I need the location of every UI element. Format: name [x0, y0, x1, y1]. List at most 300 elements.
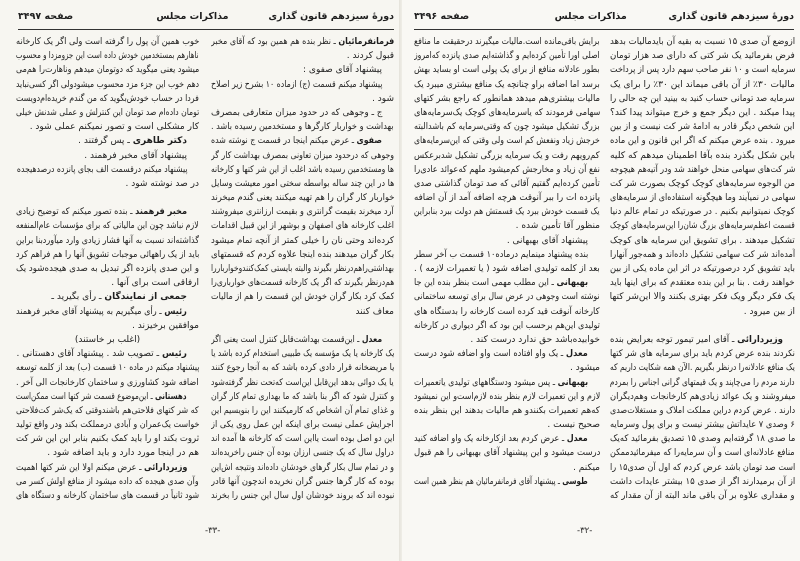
line-text: پیشنهاد میکنم در ماده ۱۰ قسمت (ب) بعد از کلمه توسعه: [16, 363, 199, 374]
line-content: [75, 333, 140, 347]
line-content: [111, 276, 199, 290]
line-content: [414, 319, 600, 333]
line-text: بهداشتی‌راهم‌درنظر بگیرند والبته بایستی کمک‌کنندوخواربار‌را: [211, 264, 394, 274]
line-text: درست میشود و این پیشنهاد آقای بهبهانی را هم قبول: [414, 448, 600, 459]
line-content: [414, 205, 600, 219]
text-line: [211, 120, 394, 134]
line-content: [16, 106, 199, 120]
speaker-name: وزیردارائی: [737, 334, 783, 345]
line-text: یک منافع عادلانه‌را درنظر بگیریم .الآن همه شکایت داریم که: [610, 363, 795, 374]
line-content: [610, 276, 795, 290]
text-line: [414, 35, 600, 49]
line-text: تومان داده‌ام صد تومان این کنترلش و عملی شدنش خیلی: [16, 107, 199, 118]
line-text: ناهارهم بمستخدمین خودش داده است این جزومزدا و محسوب: [16, 51, 199, 62]
text-line: [16, 149, 199, 163]
text-line: [414, 361, 600, 375]
text-line: [211, 446, 394, 460]
text-line: [610, 376, 795, 390]
line-text: ـ این مطلب مهمی است بنظر بنده این جا: [414, 278, 557, 289]
line-text: پیشنهاد آقای صفوی :: [303, 65, 382, 76]
line-text: نوشته است وجوهی در عرض سال برای توسعه ساختمانی: [414, 292, 600, 303]
text-line: [211, 290, 394, 304]
session-title: دورهٔ سیزدهم قانون گذاری: [668, 11, 794, 22]
text-line: [610, 446, 795, 460]
line-text: موافقین برخیزند .: [132, 320, 199, 331]
line-text: و کنترل شود که اگر بنا باشد که ما بهداری تمام کار گران: [211, 391, 394, 402]
line-text: بنده پیشنهاد مینمایم درماده۱۰ قسمت ب آخر سطر: [414, 249, 588, 260]
line-content: [744, 305, 795, 319]
line-content: [16, 63, 199, 77]
line-content: [30, 120, 199, 134]
line-content: [211, 376, 394, 390]
line-content: [132, 319, 199, 333]
text-line: [414, 205, 600, 219]
line-text: شود .: [372, 93, 394, 104]
line-text: آرد میخرند بقیمت گرانتری و بقیمت ارزانتری میفروشند: [211, 207, 394, 218]
line-content: [414, 191, 600, 205]
line-content: [610, 418, 795, 432]
page-number: صفحه ۳۴۹۶: [414, 11, 470, 22]
line-text: باید تشویق کرد درصورتیکه در اثر این ماده یکی از بین: [610, 264, 795, 274]
line-text: ـ آقای امیر تیمور توجه بعرایض بنده: [610, 334, 738, 345]
text-line: [211, 404, 394, 418]
text-line: [211, 191, 394, 205]
text-line: [610, 234, 795, 248]
text-line: [211, 475, 394, 489]
text-line: [211, 418, 394, 432]
line-text: یا مریضخانه قرار دادی کرده باشد که به آنجا رجوع کنند: [211, 363, 394, 374]
text-line: [211, 177, 394, 191]
line-content: [126, 177, 199, 191]
line-text: شود ثانیاً در قسمت های ساختمان کارخانه و دستگاه های: [16, 491, 199, 501]
line-text: و غذای تمام آن اشخاص که کارمیکنند این را بنویسیم این: [211, 405, 394, 416]
text-line: [610, 319, 795, 333]
text-line: [414, 106, 600, 120]
text-line: [16, 276, 199, 290]
line-text: نفع آن زیاد و مخارجش کم‌میشود ملهم که‌عوائد عادی‌را: [414, 164, 600, 175]
text-line: [414, 418, 600, 432]
text-line: [211, 234, 394, 248]
line-content: [414, 262, 600, 276]
line-text: تأمین کرده‌ایم گفتیم آقائی که صد تومان گذاشتی صدی: [414, 178, 600, 189]
line-content: [16, 234, 199, 248]
line-text: ج ـ وجوهی که در حدود میزان متعارفی بمصرف: [211, 107, 382, 118]
page-header: [18, 8, 394, 28]
line-text: ـ پس میشود ودستگاههای تولیدی یاتعمیرات: [414, 377, 558, 388]
speaker-name: رئیس: [162, 349, 187, 360]
page-header: [414, 8, 794, 28]
speaker-line: [414, 432, 600, 446]
text-line: [16, 234, 199, 248]
line-text: ـ پیشنهاد آقای فرمانفرمائیان هم بنظر همین است: [414, 476, 563, 487]
line-text: ـ نظر بنده هم همین بود که آقای مخبر: [211, 37, 339, 47]
line-text: ـ رأی میگیریم به پیشنهاد آقای مخبر فرهمند: [16, 306, 165, 317]
line-content: [211, 276, 394, 290]
line-text: یا یک دوائی بدهد این‌قابل این‌است که‌تحت نظر گرفته‌شود: [211, 377, 394, 388]
line-content: [610, 376, 795, 390]
line-content: [414, 78, 600, 92]
speaker-line: [16, 305, 199, 319]
text-line: [414, 290, 600, 304]
line-text: میشود یعنی میگوید که دوتومان میدهم وناهارت‌را هم‌می: [16, 65, 199, 76]
text-line: [610, 63, 795, 77]
text-line: [610, 205, 795, 219]
line-content: [211, 149, 394, 163]
text-line: [610, 418, 795, 432]
text-line: [211, 305, 394, 319]
line-content: [610, 106, 795, 120]
text-line: [414, 120, 600, 134]
line-content: [610, 347, 795, 361]
text-line: [610, 432, 795, 446]
line-content: [610, 63, 795, 77]
text-line: [16, 489, 199, 503]
line-text: هم‌درنظر بگیرند که اگر یک کارخانه قسمت‌های خوارباری‌را: [211, 278, 394, 289]
header-rule: [414, 29, 794, 30]
line-text: ـ عرض میکنم اولا این شر کتها اهمیت: [16, 462, 144, 473]
line-content: [414, 376, 588, 390]
line-text: این شخص دیگر قادر به ادامهٔ شر کت نیست و از بین: [610, 122, 795, 133]
speaker-name: رئیس: [164, 306, 187, 317]
speaker-name: دهستانی: [155, 391, 187, 402]
line-content: [414, 120, 600, 134]
line-text: قبول کردند .: [346, 51, 394, 62]
text-line: [211, 78, 394, 92]
line-content: [211, 177, 394, 191]
text-line: [16, 418, 199, 432]
line-content: [610, 35, 795, 49]
line-text: یک کارخانه یا یک مؤسسه یک طبیبی استخدام کرده باشد یا: [211, 349, 394, 360]
text-line: [211, 432, 394, 446]
line-content: [470, 333, 600, 347]
text-line: [414, 92, 600, 106]
line-content: [211, 333, 382, 347]
line-text: که شر کتهای فلاحتی‌هم باشندوقتی که یک‌شر کت‌فلاحتی: [16, 405, 199, 416]
line-content: [16, 219, 199, 233]
line-text: خوب همین آن پول را گرفته است ولی اگر یک کارخانه: [16, 37, 199, 47]
line-text: که‌هم تعمیرات بکنندو هم مالیات بدهند این بنظر بنده: [414, 405, 600, 416]
line-content: [610, 475, 795, 489]
line-content: [16, 432, 199, 446]
line-text: من الوجوه سرمایه‌های کوچک کوچک بصورت شر کت: [610, 178, 795, 189]
line-content: [414, 106, 600, 120]
line-content: [610, 446, 795, 460]
text-line: [211, 489, 394, 503]
line-text: اصلی اورا تأمین کرده‌ایم و گذاشته‌ایم صدی پانزده که‌امروز: [414, 51, 600, 62]
line-text: میفروشند و یک عوائد زیادی‌هم کارخانجات وهم‌دیگران: [610, 391, 795, 402]
line-text: پیشنهاد آقای مخبر فرهمند .: [84, 150, 187, 161]
line-content: [414, 248, 588, 262]
line-text: کم‌رویهم رفت و یک سرمایه بزرگی تشکیل شدبرعکس: [414, 150, 600, 161]
line-text: اجرایش عملی نیست برای اینکه این عمل روی یکی از: [211, 420, 394, 431]
speaker-name: معدل: [361, 334, 382, 345]
text-line: [610, 404, 795, 418]
text-line: [610, 347, 795, 361]
line-text: بزرگ تشکیل میشود چون که وقتی‌سرمایه کم باشدالبته: [414, 122, 600, 133]
text-line: [610, 134, 795, 148]
text-line: [16, 92, 199, 106]
speaker-name: مخبر فرهمند: [135, 207, 187, 218]
line-content: [573, 461, 600, 475]
text-column-left: [16, 35, 199, 503]
line-text: باین شکل بگذرد بنده بآقا اطمینان میدهم که کلیه: [610, 150, 795, 161]
text-line: [414, 461, 600, 475]
text-line: [211, 149, 394, 163]
line-text: پیشنهاد میکنم قسمت (ج) ازماده ۱۰ بشرح زیر اصلاح: [211, 79, 382, 90]
line-content: [610, 361, 795, 375]
text-line: [610, 120, 795, 134]
text-line: [414, 177, 600, 191]
text-line: [211, 163, 394, 177]
line-content: [414, 134, 600, 148]
text-line: [16, 120, 199, 134]
line-content: [211, 489, 394, 503]
line-content: [16, 205, 187, 219]
text-line: [16, 35, 199, 49]
line-content: [610, 120, 795, 134]
line-text: در صد نوشته شود .: [125, 178, 199, 189]
line-content: [516, 219, 600, 233]
line-text: صحیح نیست .: [547, 420, 600, 431]
line-text: از آن برمیدارند اگر از صدی ۱۵ بیشتر عایدات داشت: [610, 476, 795, 487]
text-line: [610, 78, 795, 92]
speaker-line: [16, 134, 199, 148]
line-text: نکردند بنده عرض کردم باید برای سرمایه های شر کتها: [610, 349, 795, 360]
line-content: [610, 234, 795, 248]
line-content: [16, 49, 199, 63]
text-line: [211, 49, 394, 63]
speaker-line: [16, 347, 199, 361]
line-content: [211, 234, 394, 248]
speaker-name: طوسی: [562, 476, 588, 487]
text-line: [16, 333, 199, 347]
text-line: [414, 149, 600, 163]
line-content: [372, 92, 394, 106]
speaker-name: صفوی: [356, 136, 382, 147]
line-text: پیشنهاد آقای بهبهانی .: [506, 235, 588, 246]
line-text: آمده‌اند شر کت سهامی تشکیل داده‌اند و همه‌جور آنهارا: [610, 249, 795, 260]
line-text: کوچک نمیتوانیم بکنیم . در صورتیکه در تمام عالم دنیا: [610, 207, 795, 218]
speaker-name: بهبهانی: [556, 278, 588, 289]
line-text: خرجش زیاد ونفعش کم است ولی وقتی که این‌سرمایه‌های: [414, 136, 600, 147]
line-content: [414, 49, 600, 63]
text-line: [211, 219, 394, 233]
line-text: یک فکر دیگر ویک فکر بهتری بکنند والا این‌شر کتها: [610, 292, 795, 303]
line-content: [84, 149, 187, 163]
text-line: [610, 35, 795, 49]
text-line: [414, 248, 600, 262]
text-line: [610, 290, 795, 304]
text-line: [610, 276, 795, 290]
line-content: [16, 262, 199, 276]
line-content: [17, 347, 187, 361]
line-text: سرمایه صد تومانی حساب کنید به بینید این چه حالی را: [610, 93, 795, 104]
line-text: دارند مردم را می‌چاپند و یک قیمتهای گرانی اجناس را بمردم: [610, 377, 795, 388]
line-text: بهداشت و خواربار کارگرها و مستخدمین رسیده باشد .: [211, 122, 394, 133]
text-line: [16, 78, 199, 92]
text-line: [16, 432, 199, 446]
text-line: [211, 262, 394, 276]
line-text: منافع عادلانه‌ای است و آن سرمایه‌را که میفرمائیدممکن: [610, 448, 795, 459]
line-content: [16, 248, 199, 262]
line-text: ـ رأی بگیرید ـ: [51, 292, 105, 303]
line-text: هم در اینجا مورد دارد و باید اضافه شود .: [47, 448, 199, 459]
text-line: [414, 219, 600, 233]
speaker-line: [211, 35, 394, 49]
speaker-line: [414, 347, 600, 361]
speaker-line: [16, 205, 199, 219]
line-text: تولیدی این‌هم برحسب این بود که اگر دیواری در کارخانه: [414, 320, 600, 331]
text-line: [211, 461, 394, 475]
line-text: پیشنهاد میکنم درقسمت الف بجای پانزده درصدهیجده: [16, 164, 187, 175]
text-line: [414, 404, 600, 418]
line-content: [211, 475, 394, 489]
line-content: [414, 446, 600, 460]
line-text: میکنم .: [573, 462, 600, 473]
line-text: ـ بنده تصور میکنم که توضیح زیادی: [16, 207, 136, 218]
line-content: [211, 120, 394, 134]
text-line: [211, 376, 394, 390]
line-content: [16, 376, 199, 390]
line-text: ـ عرض میکنم اینجا در قسمت ج نوشته شده: [211, 136, 357, 147]
line-content: [211, 347, 394, 361]
line-content: [16, 163, 187, 177]
line-content: [211, 35, 394, 49]
line-content: [547, 418, 600, 432]
line-content: [610, 177, 795, 191]
line-content: [211, 418, 394, 432]
line-text: ـ این‌موضوع قسمت شر کتها است ممکن‌است: [16, 391, 156, 402]
text-line: [211, 205, 394, 219]
line-content: [211, 461, 394, 475]
line-text: پانزده ات را ببر آنوقت هرچه اضافه آمد از آن اضافه: [414, 193, 600, 204]
text-line: [16, 446, 199, 460]
line-content: [303, 63, 382, 77]
line-text: وآن صدی هیجده که داده میشود از منافع اولش کسر می: [16, 476, 199, 487]
line-text: ما صدی ۱۸ گرفته‌ایم وصدی ۱۵ تصدیق بفرمائید که‌یک: [610, 434, 795, 445]
line-content: [211, 290, 394, 304]
text-line: [414, 134, 600, 148]
speaker-line: [211, 333, 394, 347]
line-content: [211, 191, 394, 205]
line-content: [570, 361, 600, 375]
line-text: دهم خوب این جزء مزد محسوب میشودولی اگر کسی‌نباید: [16, 79, 199, 90]
text-line: [414, 49, 600, 63]
line-content: [414, 475, 588, 489]
line-content: [47, 446, 199, 460]
text-line: [211, 63, 394, 77]
line-text: وجوهی که درحدود میزان تعاونی بمصرف بهداشت کار گر: [211, 150, 394, 161]
text-line: [211, 92, 394, 106]
line-content: [16, 390, 187, 404]
line-content: [610, 49, 795, 63]
line-content: [211, 361, 394, 375]
text-line: [610, 305, 795, 319]
line-content: [414, 404, 600, 418]
line-text: یک قسمت خودش ببرد یک قسمتش هم دولت ببرد بنابراین: [414, 207, 600, 218]
text-line: [414, 234, 600, 248]
line-content: [610, 461, 795, 475]
line-content: [211, 205, 394, 219]
speaker-line: [16, 290, 199, 304]
text-line: [211, 361, 394, 375]
text-column-right: [211, 35, 394, 503]
line-text: ازوضع آن صدی ۱۵ نسبت به بقیه آن باید‌مالیات بدهد: [610, 37, 795, 47]
text-line: [414, 446, 600, 460]
section-title: مذاکرات مجلس: [156, 11, 229, 22]
text-line: [414, 390, 600, 404]
line-content: [16, 404, 199, 418]
line-text: لازم و این تعمیرات لازم بنظر بنده لازم‌است‌و این نمیشود: [414, 391, 600, 402]
speaker-name: وزیردارائی: [143, 462, 187, 473]
text-column-left: [414, 35, 600, 489]
line-content: [16, 361, 199, 375]
speaker-line: [610, 333, 795, 347]
line-text: اضافه شود کشاورزی و ساختمان کارخانجات الی آخر .: [16, 377, 199, 388]
line-content: [211, 248, 394, 262]
line-text: خوابیده‌باشد حق ندارد درست کند .: [470, 334, 600, 345]
text-line: [16, 177, 199, 191]
speaker-name: فرمانفرمائیان: [338, 37, 394, 47]
line-content: [610, 191, 795, 205]
speaker-name: معدل: [566, 434, 588, 445]
line-text: خواست یک‌عمران و آبادی درمملکت بکند ودر واقع تولید: [16, 420, 199, 431]
text-line: [414, 63, 600, 77]
line-content: [610, 149, 795, 163]
line-content: [414, 92, 600, 106]
line-text: ـ پس گرفتند .: [78, 136, 133, 147]
text-line: [610, 49, 795, 63]
text-line: [16, 262, 199, 276]
speaker-name: دکتر طاهری: [132, 136, 187, 147]
text-line: [610, 489, 795, 503]
speaker-line: [16, 461, 199, 475]
line-content: [211, 78, 382, 92]
line-content: [211, 219, 394, 233]
line-text: سرمایه است و ۱۰ نفر صاحب سهم دارد پس از پرداخت: [610, 65, 795, 76]
line-content: [414, 432, 588, 446]
speaker-line: [414, 475, 600, 489]
speaker-line: [414, 276, 600, 290]
text-line: [16, 475, 199, 489]
line-text: ها در این چند ساله بواسطه سختی امور معیشت وسایل: [211, 178, 394, 189]
text-line: [16, 404, 199, 418]
line-text: است صد تومان باشد عرض کردم که اول آن صدی‌۱۵ را: [610, 462, 795, 473]
line-text: ـ یک واو افتاده است واو اضافه شود درست: [414, 349, 567, 360]
text-line: [211, 276, 394, 290]
line-text: (اغلب بر خاستند): [74, 334, 141, 345]
right-page: [402, 0, 800, 561]
page-footer-number: -۳۳-: [205, 526, 221, 536]
line-text: اغلب کارخانه های اصفهان و بوشهر از این قبیل اقدامات: [211, 221, 394, 232]
text-line: [414, 305, 600, 319]
speaker-line: [211, 134, 394, 148]
text-line: [610, 149, 795, 163]
line-text: سهامی در نمیآیند وما هیچگونه استفاده‌ای از سرمایه‌های: [610, 193, 795, 204]
text-line: [16, 248, 199, 262]
line-content: [78, 134, 187, 148]
line-text: از بین میرود .: [743, 306, 795, 317]
line-text: کمک کرد بکار گران خودش این قسمت را هم از مالیات: [211, 292, 394, 303]
text-line: [610, 92, 795, 106]
text-line: [610, 177, 795, 191]
line-content: [414, 63, 600, 77]
text-line: [414, 191, 600, 205]
line-text: ـ این‌قسمت بهداشت‌قابل کنترل است یعنی اگر: [211, 334, 362, 345]
text-line: [610, 475, 795, 489]
line-content: [507, 234, 588, 248]
text-line: [610, 361, 795, 375]
